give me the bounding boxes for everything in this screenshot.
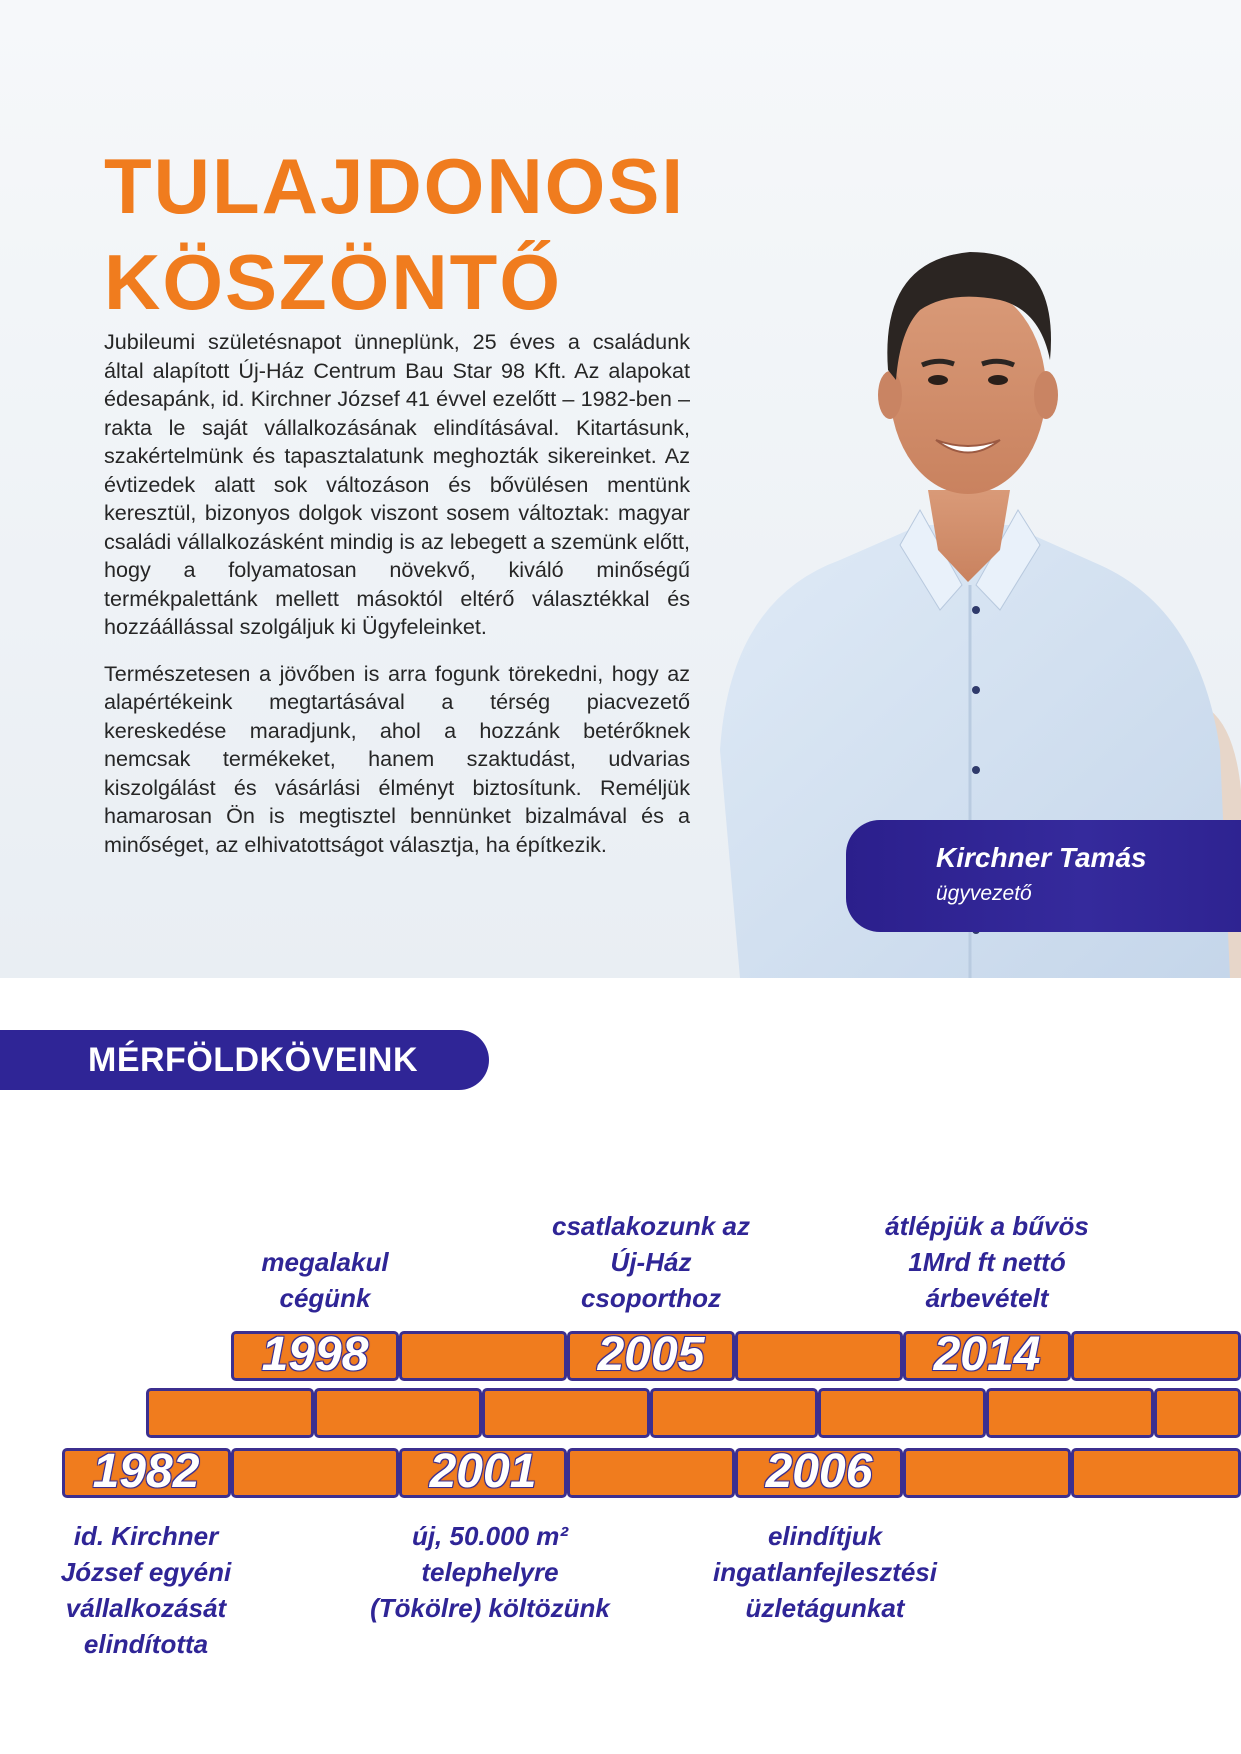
caption-line: József egyéni — [60, 1557, 232, 1587]
milestone-caption-2001 — [340, 1518, 640, 1626]
brick — [399, 1331, 567, 1381]
intro-text — [104, 328, 690, 877]
brick — [818, 1388, 986, 1438]
caption-line: telephelyre — [421, 1557, 559, 1587]
caption-line: cégünk — [279, 1283, 371, 1313]
milestones-heading-text: MÉRFÖLDKÖVEINK — [88, 1041, 418, 1079]
brick — [1154, 1388, 1241, 1438]
caption-line: átlépjük a bűvös — [885, 1211, 1089, 1241]
milestone-year-2006: 2006 — [765, 1445, 873, 1498]
milestone-year-2014: 2014 — [933, 1328, 1041, 1381]
milestone-year-1998: 1998 — [261, 1328, 369, 1381]
intro-paragraph-1: Jubileumi születésnapot ünneplünk, 25 éves a családunk által alapított Új-Ház Centrum Bau Star 98 Kft. Az alapokat édesapánk, id. Kirchner József 41 évvel ezelőtt – 1982-ben – rakta le saját vállalkozásának elindításával. Kitartásunk, szakértelmünk és tapasztalatunk meghozták sikereinket. Az évtizedek alatt sok változáson és bővülésen mentünk keresztül, bizonyos dolgok viszont sosem változtak: magyar családi vállalkozásként mindig is az lebegett a szemünk előtt, hogy a folyamatosan növekvő, kiváló minőségű termékpalettánk mellett másoktól eltérő választékkal és hozzáállással szolgáljuk ki Ügyfeleinket. — [104, 329, 690, 639]
caption-line: elindította — [83, 1629, 209, 1659]
caption-line: új, 50.000 m² — [411, 1521, 569, 1551]
caption-line: árbevételt — [925, 1283, 1049, 1313]
title-line-1: TULAJDONOSI — [104, 142, 686, 230]
brick — [986, 1388, 1154, 1438]
milestone-caption-2005 — [521, 1208, 781, 1316]
person-name: Kirchner Tamás — [936, 842, 1147, 873]
milestones-heading — [0, 1030, 489, 1090]
caption-line: csoporthoz — [580, 1283, 722, 1313]
brick — [314, 1388, 482, 1438]
page-title — [104, 138, 685, 330]
brick — [567, 1448, 735, 1498]
milestone-caption-2006 — [680, 1518, 970, 1626]
caption-line: megalakul — [261, 1247, 389, 1277]
caption-line: Új-Ház — [610, 1247, 692, 1277]
brick — [735, 1331, 903, 1381]
milestone-caption-1982 — [30, 1518, 262, 1662]
person-role: ügyvezető — [936, 882, 1032, 905]
milestone-year-2001: 2001 — [429, 1445, 537, 1498]
brick — [146, 1388, 314, 1438]
caption-line: üzletágunkat — [745, 1593, 905, 1623]
caption-line: csatlakozunk az — [552, 1211, 750, 1241]
caption-line: elindítjuk — [767, 1521, 883, 1551]
title-line-2: KÖSZÖNTŐ — [104, 238, 562, 326]
brick — [650, 1388, 818, 1438]
caption-line: (Tökölre) költözünk — [370, 1593, 610, 1623]
caption-line: ingatlanfejlesztési — [713, 1557, 937, 1587]
caption-line: 1Mrd ft nettó — [908, 1247, 1066, 1277]
milestone-year-2005: 2005 — [597, 1328, 705, 1381]
brick — [482, 1388, 650, 1438]
milestone-caption-2014 — [850, 1208, 1124, 1316]
milestone-caption-1998 — [210, 1244, 440, 1316]
brick — [231, 1448, 399, 1498]
brick — [1071, 1331, 1241, 1381]
name-badge — [846, 820, 1241, 932]
caption-line: id. Kirchner — [73, 1521, 219, 1551]
brick — [1071, 1448, 1241, 1498]
milestone-year-1982: 1982 — [92, 1445, 200, 1498]
brick — [903, 1448, 1071, 1498]
intro-paragraph-2: Természetesen a jövőben is arra fogunk törekedni, hogy az alapértékeink megtartásával a térség piacvezető kereskedése maradjunk, ahol a hozzánk betérőknek nemcsak termékeket, hanem szaktudást, udvarias kiszolgálást és vásárlási élményt biztosítunk. Reméljük hamarosan Ön is megtisztel bennünket bizalmával és a minőséget, az elhivatottságot választja, ha építkezik. — [104, 660, 690, 857]
caption-line: vállalkozását — [65, 1593, 227, 1623]
